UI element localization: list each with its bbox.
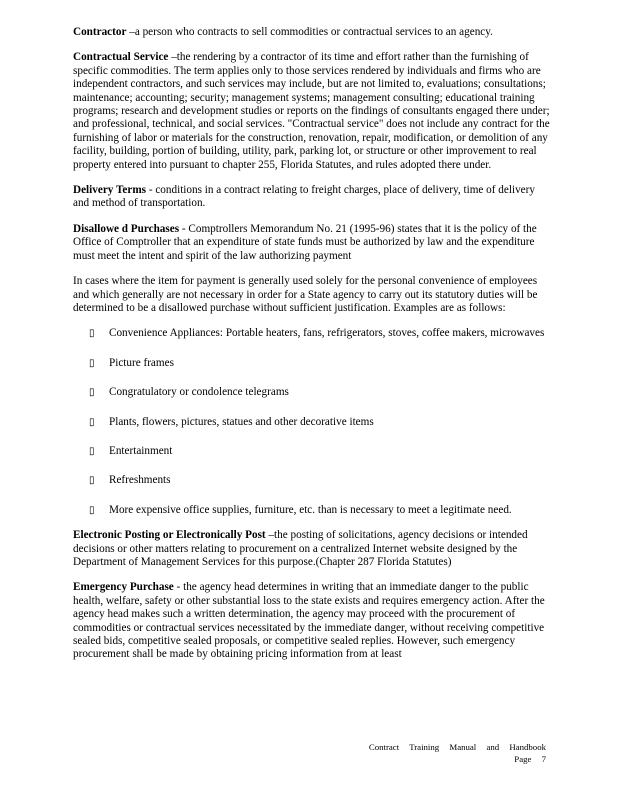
list-item bbox=[73, 327, 553, 340]
list-item-text: Convenience Appliances: Portable heaters, fans, refrigerators, stoves, coffee makers, microwaves bbox=[109, 327, 545, 340]
definition-contractor bbox=[73, 26, 553, 39]
list-item bbox=[73, 386, 553, 399]
definition-term: Disallowe d Purchases bbox=[73, 222, 180, 235]
definition-contractual-service bbox=[73, 51, 553, 172]
list-item bbox=[73, 416, 553, 429]
definition-text: - conditions in a contract relating to freight charges, place of delivery, time of delivery and method of transportation. bbox=[73, 184, 535, 210]
definition-paragraph bbox=[73, 51, 553, 172]
bullet-icon: ▯ bbox=[89, 387, 95, 399]
definition-paragraph bbox=[73, 26, 553, 39]
bullet-icon: ▯ bbox=[89, 504, 95, 516]
bullet-icon: ▯ bbox=[89, 328, 95, 340]
list-item bbox=[73, 357, 553, 370]
definition-emergency-purchase bbox=[73, 581, 553, 661]
definition-electronic-posting bbox=[73, 529, 553, 569]
definition-term: Delivery Terms bbox=[73, 184, 147, 197]
list-item-text: Picture frames bbox=[109, 356, 174, 369]
page-number: Page 7 bbox=[514, 754, 546, 764]
definition-paragraph bbox=[73, 529, 553, 569]
definition-term: Contractual Service bbox=[73, 51, 169, 64]
definition-paragraph bbox=[73, 581, 553, 661]
disallowed-intro-paragraph: In cases where the item for payment is generally used solely for the personal convenience of employees and which generally are not necessary in order for a State agency to carry out its statutory duties will be determined to be a disallowed purchase without sufficient justification. Examples are as follows: bbox=[73, 275, 538, 314]
list-item-text: More expensive office supplies, furniture, etc. than is necessary to meet a legitimate need. bbox=[109, 503, 512, 516]
list-item bbox=[73, 445, 553, 458]
definition-text: –the posting of solicitations, agency decisions or intended decisions or other matters relating to procurement on a centralized Internet website designed by the Department of Management Services for this purpose.(Chapter 287 Florida Statutes) bbox=[73, 529, 528, 568]
page-footer bbox=[369, 741, 546, 765]
definition-text: –the rendering by a contractor of its time and effort rather than the furnishing of specific commodities. The term applies only to those services rendered by individuals and firms who are independent contractors, and such services may include, but are not limited to, evaluations; consultations; maintenance; accounting; security; management systems; management consulting; educational training programs; research and development studies or reports on the findings of consultants engaged there under; and professional, technical, and social services. "Contractual service" does not include any contract for the furnishing of labor or materials for the construction, renovation, repair, modification, or demolition of any facility, building, portion of building, utility, park, parking lot, or structure or other improvement to real property entered into pursuant to chapter 255, Florida Statutes, and rules adopted there under. bbox=[73, 51, 550, 171]
bullet-icon: ▯ bbox=[89, 445, 95, 457]
page-content bbox=[73, 26, 553, 674]
definition-term: Electronic Posting or Electronically Post bbox=[73, 529, 266, 542]
definition-disallowed-purchases bbox=[73, 223, 553, 263]
list-item bbox=[73, 504, 553, 517]
list-item-text: Refreshments bbox=[109, 474, 171, 487]
definition-text: - the agency head determines in writing that an immediate danger to the public health, welfare, safety or other substantial loss to the state exists and requires emergency action. After the agency head makes such a written determination, the agency may proceed with the procurement of commodities or contractual services necessitated by the immediate danger, without receiving competitive sealed bids, competitive sealed proposals, or competitive sealed replies. However, such emergency procurement shall be made by obtaining pricing information from at least bbox=[73, 581, 545, 661]
definition-paragraph bbox=[73, 223, 553, 263]
definition-term: Contractor bbox=[73, 26, 127, 38]
disallowed-examples-list bbox=[73, 327, 553, 517]
definition-delivery-terms bbox=[73, 184, 553, 211]
bullet-icon: ▯ bbox=[89, 357, 95, 369]
list-item-text: Plants, flowers, pictures, statues and other decorative items bbox=[109, 415, 374, 428]
definition-term: Emergency Purchase bbox=[73, 581, 174, 594]
footer-title: Contract Training Manual and Handbook bbox=[368, 742, 546, 752]
list-item bbox=[73, 474, 553, 487]
definition-text: - Comptrollers Memorandum No. 21 (1995-96) states that it is the policy of the Office of Comptroller that an expenditure of state funds must be authorized by law and the expenditure must meet the intent and spirit of the law authorizing payment bbox=[73, 222, 537, 262]
bullet-icon: ▯ bbox=[89, 416, 95, 428]
list-item-text: Entertainment bbox=[109, 444, 173, 457]
definition-paragraph bbox=[73, 184, 553, 211]
definition-text: –a person who contracts to sell commodities or contractual services to an agency. bbox=[126, 26, 493, 38]
list-item-text: Congratulatory or condolence telegrams bbox=[109, 386, 289, 399]
bullet-icon: ▯ bbox=[89, 475, 95, 487]
